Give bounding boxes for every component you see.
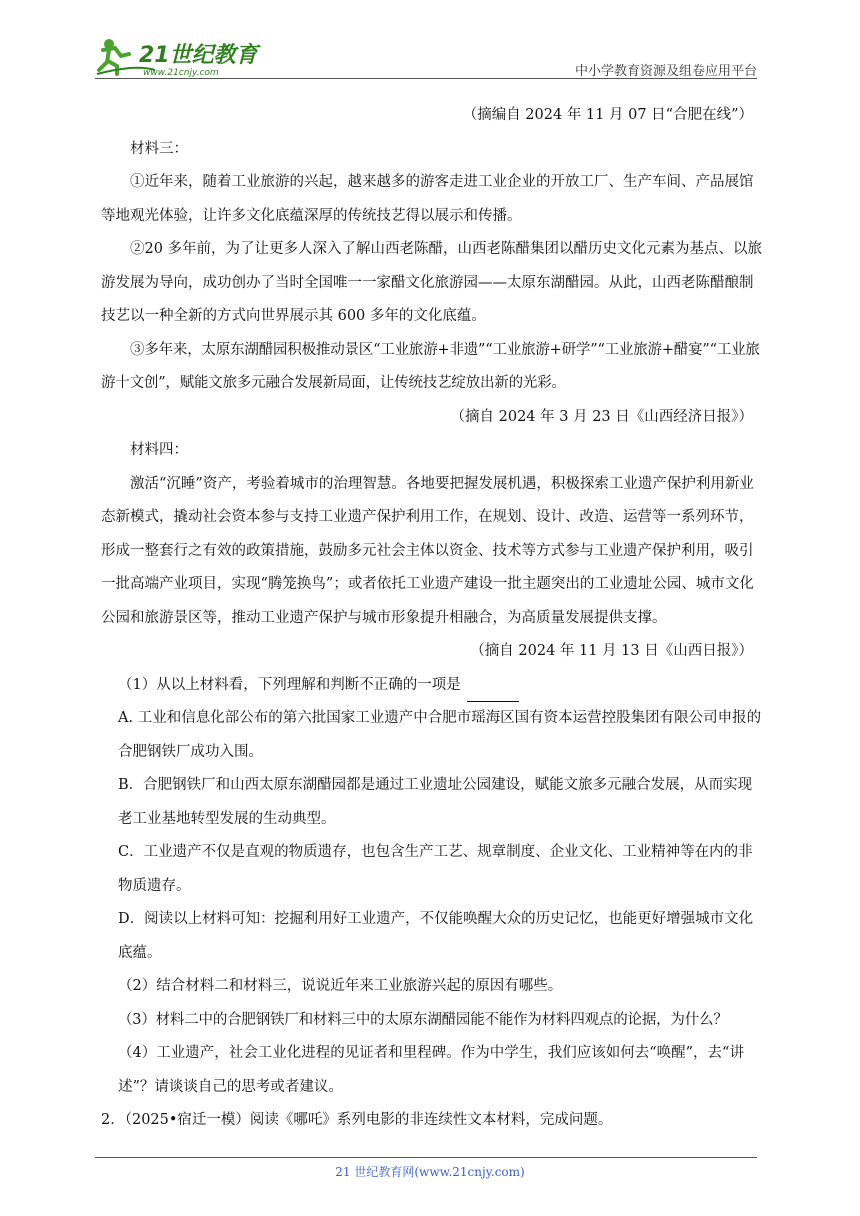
- question-1-text: （1）从以上材料看，下列理解和判断不正确的一项是: [118, 676, 461, 693]
- material-4-title: 材料四：: [130, 442, 188, 458]
- answer-blank[interactable]: [467, 683, 519, 702]
- next-question: 2．（2025•宿迁一模）阅读《哪吒》系列电影的非连续性文本材料，完成问题。: [101, 1112, 613, 1128]
- material-3-title: 材料三：: [130, 140, 188, 157]
- logo-text: 21世纪教育: [139, 43, 258, 68]
- site-logo[interactable]: [95, 34, 265, 78]
- footer-divider: [95, 1157, 757, 1158]
- page-header: [95, 30, 757, 80]
- source-note-2: （摘编自 2024 年 11 月 07 日“合肥在线”）: [462, 107, 753, 123]
- platform-label: 中小学教育资源及组卷应用平台: [574, 64, 757, 79]
- logo-url: www.21cnjy.com: [143, 68, 219, 78]
- material-3-paragraph-1: ①近年来，随着工业旅游的兴起，越来越多的游客走进工业企业的开放工厂、生产车间、产品展馆等地观光体验，让许多文化底蕴深厚的传统技艺得以展示和传播。: [101, 174, 754, 224]
- header-divider: [95, 78, 757, 79]
- document-body: [101, 99, 763, 1138]
- question-1-option-c: C．工业遗产不仅是直观的物质遗存，也包含生产工艺、规章制度、企业文化、工业精神等在内的非物质遗存。: [118, 844, 753, 894]
- question-4: （4）工业遗产，社会工业化进程的见证者和里程碑。作为中学生，我们应该如何去“唤醒”，去“讲述”？请谈谈自己的思考或者建议。: [118, 1045, 744, 1095]
- material-3-paragraph-2: ②20 多年前，为了让更多人深入了解山西老陈醋，山西老陈醋集团以醋历史文化元素为基点、以旅游发展为导向，成功创办了当时全国唯一一家醋文化旅游园——太原东湖醋园。从此，山西老陈醋酿制技艺以一种全新的方式向世界展示其 600 多年的文化底蕴。: [101, 241, 763, 324]
- footer-link[interactable]: 21 世纪教育网(www.21cnjy.com): [335, 1165, 525, 1179]
- material-4-paragraph-1: 激活“沉睡”资产，考验着城市的治理智慧。各地要把握发展机遇，积极探索工业遗产保护利用新业态新模式，撬动社会资本参与支持工业遗产保护利用工作，在规划、设计、改造、运营等一系列环节，形成一整套行之有效的政策措施，鼓励多元社会主体以资金、技术等方式参与工业遗产保护利用，吸引一批高端产业项目，实现“腾笼换鸟”；或者依托工业遗产建设一批主题突出的工业遗址公园、城市文化公园和旅游景区等，推动工业遗产保护与城市形象提升相融合，为高质量发展提供支撑。: [101, 475, 754, 626]
- material-3-paragraph-3: ③多年来，太原东湖醋园积极推动景区“工业旅游+非遗”“工业旅游+研学”“工业旅游+醋宴”“工业旅游十文创”，赋能文旅多元融合发展新局面，让传统技艺绽放出新的光彩。: [101, 341, 760, 391]
- question-2: （2）结合材料二和材料三，说说近年来工业旅游兴起的原因有哪些。: [118, 978, 563, 994]
- source-note-3: （摘自 2024 年 3 月 23 日《山西经济日报》）: [450, 408, 753, 425]
- question-1: [101, 669, 763, 703]
- source-note-4: （摘自 2024 年 11 月 13 日《山西日报》）: [470, 643, 753, 659]
- question-1-option-d: D．阅读以上材料可知：挖掘利用好工业遗产，不仅能唤醒大众的历史记忆，也能更好增强城市文化底蕴。: [118, 911, 754, 961]
- question-3: （3）材料二中的合肥钢铁厂和材料三中的太原东湖醋园能不能作为材料四观点的论据，为什么？: [118, 1011, 728, 1028]
- runner-logo-icon: [95, 34, 265, 78]
- question-1-option-b: B．合肥钢铁厂和山西太原东湖醋园都是通过工业遗址公园建设，赋能文旅多元融合发展，从而实现老工业基地转型发展的生动典型。: [118, 777, 753, 827]
- question-1-option-a: A. 工业和信息化部公布的第六批国家工业遗产中合肥市瑶海区国有资本运营控股集团有限公司申报的合肥钢铁厂成功入围。: [118, 710, 762, 760]
